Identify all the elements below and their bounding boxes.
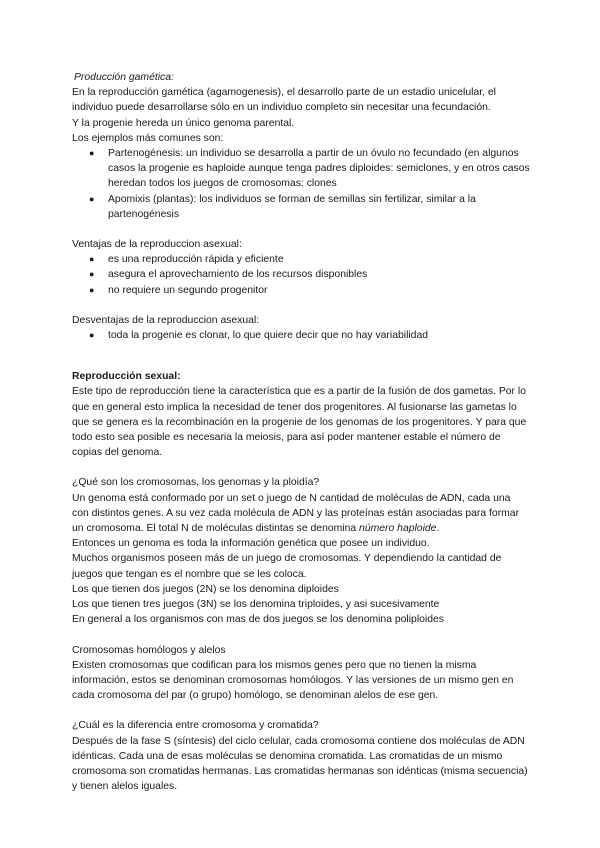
list-item: ● es una reproducción rápida y eficiente [72, 252, 530, 267]
chromosomes-line: Los que tienen tres juegos (3N) se los denomina triploides, y asi sucesivamente [72, 599, 440, 611]
asexual-title: Producción gamética: [74, 72, 174, 83]
homologs-title: Cromosomas homólogos y alelos [72, 644, 226, 656]
bullet-icon: ● [89, 254, 95, 265]
bullet-icon: ● [89, 284, 95, 295]
list-item: ● toda la progenie es clonar, lo que quiere decir que no hay variabilidad [72, 328, 530, 343]
chromosomes-line: Entonces un genoma es toda la información genética que posee un individuo. [72, 538, 430, 550]
list-item: ● Partenogénesis: un individuo se desarrolla a partir de un óvulo no fecundado (en algunos casos la progenie es haploide aunque tenga padres diploides: semiclones, y en otros casos heredan todos los juegos de cromosomas: clones [89, 148, 530, 190]
chromatid-question: ¿Cuál es la diferencia entre cromosoma y cromatida? [72, 720, 319, 732]
asexual-intro-3: Los ejemplos más comunes son: [72, 132, 224, 144]
chromosomes-line: Los que tienen dos juegos (2N) se los denomina diploides [72, 583, 339, 595]
haploid-term: número haploide [359, 523, 437, 535]
homologs-paragraph: Existen cromosomas que codifican para los mismos genes pero que no tienen la misma información, estos se denominan cromosomas homólogos. Y las versiones de un mismo gen en cada cromosoma del par (o grupo) homólogo, se denominan alelos de ese gen. [72, 659, 514, 702]
bullet-icon: ● [89, 269, 95, 280]
asexual-intro-2: Y la progenie hereda un único genoma parental. [72, 117, 295, 129]
disadvantages-title: Desventajas de la reproduccion asexual: [72, 314, 260, 326]
chromosomes-question: ¿Qué son los cromosomas, los genomas y la ploidía? [72, 477, 320, 489]
disadvantages-list [72, 328, 530, 343]
list-item: ● asegura el aprovechamiento de los recursos disponibles [72, 267, 530, 282]
bullet-icon: ● [89, 330, 95, 341]
chromosomes-paragraph: Un genoma está conformado por un set o juego de N cantidad de moléculas de ADN, cada una con distintos genes. A su vez cada molécula de ADN y las proteínas están asociadas para formar un cromosoma. El total N de moléculas distintas se denomina número haploide. [72, 492, 520, 535]
bullet-icon: ● [89, 148, 95, 159]
sexual-paragraph: Este tipo de reproducción tiene la característica que es a partir de la fusión de dos gametas. Por lo que en general esto implica la necesidad de tener dos progenitores. Al fusionarse las gametas lo que se genera es la recombinación en la progenie de los genomas de los progenitores. Y para que todo esto sea posible es necesaria la meiosis, para así poder mantener estable el número de copias del genoma. [72, 386, 527, 459]
document-body [72, 70, 530, 794]
list-item: ● no requiere un segundo progenitor [72, 283, 530, 298]
chromatid-paragraph: Después de la fase S (síntesis) del ciclo celular, cada cromosoma contiene dos moléculas de ADN idénticas. Cada una de esas moléculas se denomina cromatida. Las cromatidas de un mismo cromosoma son cromatidas hermanas. Las cromatidas hermanas son idénticas (misma secuencia) y tienen alelos iguales. [72, 735, 528, 793]
advantages-title: Ventajas de la reproduccion asexual: [72, 239, 242, 251]
examples-list [72, 146, 530, 222]
advantages-list [72, 252, 530, 298]
chromosomes-line: Muchos organismos poseen más de un juego de cromosomas. Y dependiendo la cantidad de juegos que tengan es el nombre que se les coloca. [72, 553, 502, 580]
list-item: ● Apomixis (plantas): los individuos se forman de semillas sin fertilizar, similar a la partenogénesis [89, 193, 476, 220]
chromosomes-line: En general a los organismos con mas de dos juegos se los denomina poliploides [72, 614, 444, 626]
asexual-intro-1: En la reproducción gamética (agamogenesis), el desarrollo parte de un estadio unicelular, el individuo puede desarrollarse sólo en un individuo completo sin necesitar una fecundación. [72, 87, 496, 114]
sexual-title: Reproducción sexual: [72, 371, 181, 383]
bullet-icon: ● [89, 193, 95, 204]
